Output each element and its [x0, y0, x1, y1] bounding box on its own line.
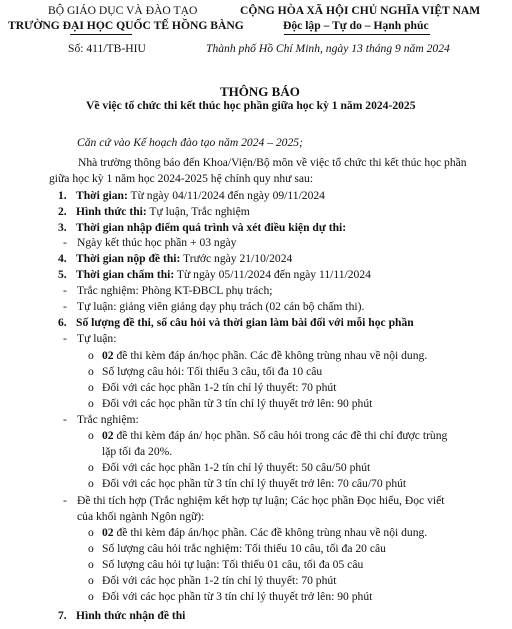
rule-text: Số lượng câu hỏi: Tối thiểu 3 câu, tối đa 10 câu [102, 365, 323, 378]
circle-bullet: o [88, 397, 94, 410]
heading-text: Trắc nghiệm: [77, 413, 139, 426]
item-text: Trước ngày 21/10/2024 [180, 252, 293, 265]
item-number: 5. [58, 268, 67, 281]
essay-heading [63, 332, 116, 345]
item-6 [58, 316, 414, 329]
integrated-heading-cont: của khối ngành Ngôn ngữ): [77, 510, 205, 523]
circle-bullet: o [88, 349, 94, 362]
essay-rule-2 [88, 365, 322, 378]
integrated-rule-2 [88, 542, 386, 555]
country-name: CỘNG HÒA XÃ HỘI CHỦ NGHĨA VIỆT NAM [240, 4, 481, 17]
circle-bullet: o [88, 574, 94, 587]
rule-text: Đối với các học phần 1-2 tín chỉ lý thuyết: 50 câu/50 phút [102, 461, 371, 474]
item-number: 7. [58, 609, 67, 622]
multiple-choice-rule-1-cont: lặp tối đa 20%. [102, 445, 173, 458]
school-name: TRƯỜNG ĐẠI HỌC QUỐC TẾ HỒNG BÀNG [8, 19, 244, 32]
item-text: Tự luận, Trắc nghiệm [146, 205, 250, 218]
circle-bullet: o [88, 526, 94, 539]
rule-text: Đối với các học phần từ 3 tín chỉ lý thuyết trở lên: 90 phút [102, 397, 373, 410]
national-motto: Độc lập – Tự do – Hạnh phúc [283, 19, 429, 32]
dash-bullet: - [63, 300, 67, 313]
multiple-choice-rule-1 [88, 429, 447, 442]
dash-bullet: - [63, 332, 67, 345]
rule-text: Số lượng câu hỏi tự luận: Tối thiểu 01 câu, tối đa 05 câu [102, 558, 364, 571]
multiple-choice-rule-2 [88, 461, 370, 474]
rule-text: Đối với các học phần 1-2 tín chỉ lý thuyết: 70 phút [102, 574, 337, 587]
dash-bullet: - [63, 413, 67, 426]
essay-rule-3 [88, 381, 336, 394]
item-label: Hình thức nhận đề thi [76, 609, 186, 622]
document-number: Số: 411/TB-HIU [68, 42, 146, 55]
item-text: Từ ngày 04/11/2024 đến ngày 09/11/2024 [127, 189, 325, 202]
legal-basis: Căn cứ vào Kế hoạch đào tạo năm 2024 – 2025; [77, 136, 303, 149]
circle-bullet: o [88, 461, 94, 474]
integrated-rule-1 [88, 526, 427, 539]
detail-text: Ngày kết thúc học phần + 03 ngày [77, 236, 237, 249]
item-number: 6. [58, 316, 67, 329]
item-number: 2. [58, 205, 67, 218]
intro-line-1: Nhà trường thông báo đến Khoa/Viện/Bộ môn về việc tổ chức thi kết thúc học phần [78, 156, 467, 169]
item-text: Từ ngày 05/11/2024 đến ngày 11/11/2024 [174, 268, 371, 281]
item-2 [58, 205, 250, 218]
circle-bullet: o [88, 558, 94, 571]
rule-text: đề thi kèm đáp án/ học phần. Số câu hỏi trong các đề thi chỉ được trùng [113, 429, 448, 442]
place-and-date: Thành phố Hồ Chí Minh, ngày 13 tháng 9 năm 2024 [206, 42, 450, 55]
integrated-heading [63, 494, 444, 507]
multiple-choice-heading [63, 413, 139, 426]
essay-rule-4 [88, 397, 372, 410]
integrated-rule-5 [88, 590, 372, 603]
header-right-divider [284, 34, 430, 35]
circle-bullet: o [88, 542, 94, 555]
multiple-choice-rule-3 [88, 477, 406, 490]
item-5-detail-b [63, 300, 364, 313]
item-label: Số lượng đề thi, số câu hỏi và thời gian làm bài đối với mỗi học phần [76, 316, 414, 329]
rule-text: Đối với các học phần từ 3 tín chỉ lý thuyết trở lên: 70 câu/70 phút [102, 477, 407, 490]
integrated-rule-3 [88, 558, 363, 571]
integrated-rule-4 [88, 574, 336, 587]
heading-text: Tự luận: [77, 332, 117, 345]
item-3-detail [63, 236, 236, 249]
circle-bullet: o [88, 429, 94, 442]
item-label: Thời gian nhập điểm quá trình và xét điều kiện dự thi: [76, 221, 347, 234]
essay-rule-1 [88, 349, 427, 362]
circle-bullet: o [88, 365, 94, 378]
item-1 [58, 189, 325, 202]
circle-bullet: o [88, 477, 94, 490]
circle-bullet: o [88, 381, 94, 394]
detail-text: Tự luận: giảng viên giảng dạy phụ trách (02 cán bộ chấm thi). [77, 300, 365, 313]
header-left-divider [70, 34, 132, 35]
item-label: Thời gian chấm thi: [76, 268, 175, 281]
rule-text: đề thi kèm đáp án/học phần. Các đề không trùng nhau về nội dung. [113, 526, 428, 539]
item-7 [58, 609, 185, 622]
detail-text: Trắc nghiệm: Phòng KT-ĐBCL phụ trách; [77, 284, 273, 297]
item-label: Hình thức thi: [76, 205, 147, 218]
count-bold: 02 [102, 429, 114, 442]
dash-bullet: - [63, 494, 67, 507]
document-title: THÔNG BÁO [220, 84, 300, 99]
circle-bullet: o [88, 590, 94, 603]
item-number: 3. [58, 221, 67, 234]
intro-line-2: giữa học kỳ 1 năm học 2024-2025 hệ chính quy như sau: [49, 172, 314, 185]
item-label: Thời gian: [76, 189, 128, 202]
rule-text: đề thi kèm đáp án/học phần. Các đề không trùng nhau về nội dung. [113, 349, 428, 362]
item-5 [58, 268, 371, 281]
item-4 [58, 252, 292, 265]
count-bold: 02 [102, 526, 114, 539]
item-number: 1. [58, 189, 67, 202]
rule-text: Số lượng câu hỏi trắc nghiệm: Tối thiểu 10 câu, tối đa 20 câu [102, 542, 386, 555]
count-bold: 02 [102, 349, 114, 362]
item-number: 4. [58, 252, 67, 265]
item-label: Thời gian nộp đề thi: [76, 252, 181, 265]
document-subtitle: Về việc tổ chức thi kết thúc học phần giữa học kỳ 1 năm 2024-2025 [86, 99, 416, 112]
heading-text: Đề thi tích hợp (Trắc nghiệm kết hợp tự luận; Các học phần Đọc hiểu, Đọc viết [77, 494, 445, 507]
dash-bullet: - [63, 236, 67, 249]
ministry-name: BỘ GIÁO DỤC VÀ ĐÀO TẠO [48, 4, 198, 17]
rule-text: Đối với các học phần từ 3 tín chỉ lý thuyết trở lên: 90 phút [102, 590, 373, 603]
item-3 [58, 221, 346, 234]
dash-bullet: - [63, 284, 67, 297]
rule-text: Đối với các học phần 1-2 tín chỉ lý thuyết: 70 phút [102, 381, 337, 394]
item-5-detail-a [63, 284, 272, 297]
